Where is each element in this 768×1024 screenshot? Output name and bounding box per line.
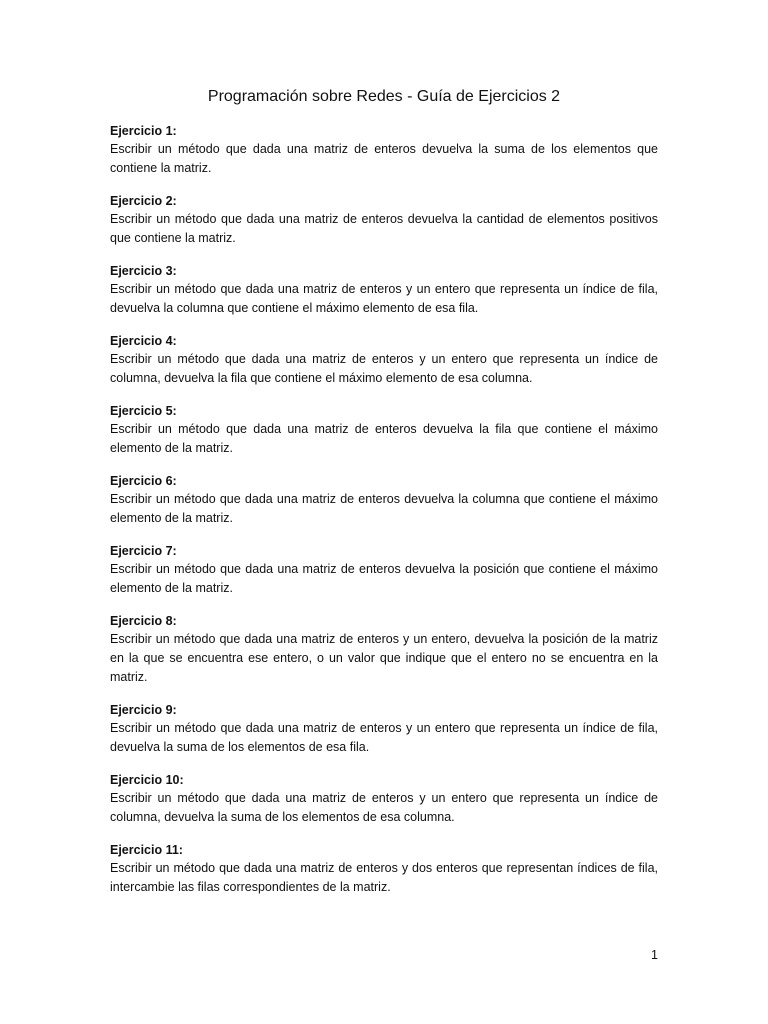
exercise-heading: Ejercicio 6: bbox=[110, 474, 177, 488]
exercise-text: Escribir un método que dada una matriz de enteros devuelva la cantidad de elementos positivos que contiene la matriz. bbox=[110, 212, 658, 245]
page-number: 1 bbox=[651, 948, 658, 962]
exercise-text: Escribir un método que dada una matriz de enteros y un entero que representa un índice de fila, devuelva la columna que contiene el máximo elemento de esa fila. bbox=[110, 282, 658, 315]
exercise-text: Escribir un método que dada una matriz de enteros devuelva la fila que contiene el máximo elemento de la matriz. bbox=[110, 422, 658, 455]
exercise-heading: Ejercicio 9: bbox=[110, 703, 177, 717]
exercise-heading: Ejercicio 7: bbox=[110, 544, 177, 558]
exercise-heading: Ejercicio 11: bbox=[110, 843, 183, 857]
exercise-item bbox=[110, 771, 658, 827]
exercise-heading: Ejercicio 8: bbox=[110, 614, 177, 628]
exercise-heading: Ejercicio 5: bbox=[110, 404, 177, 418]
exercise-heading: Ejercicio 2: bbox=[110, 194, 177, 208]
exercise-text: Escribir un método que dada una matriz de enteros y dos enteros que representan índices de fila, intercambie las filas correspondientes de la matriz. bbox=[110, 861, 658, 894]
exercise-heading: Ejercicio 3: bbox=[110, 264, 177, 278]
exercise-heading: Ejercicio 10: bbox=[110, 773, 184, 787]
exercise-text: Escribir un método que dada una matriz de enteros y un entero, devuelva la posición de la matriz en la que se encuentra ese entero, o un valor que indique que el entero no se encuentra en la matriz. bbox=[110, 632, 658, 684]
exercise-item bbox=[110, 841, 658, 897]
exercise-item bbox=[110, 122, 658, 178]
exercise-item bbox=[110, 542, 658, 598]
exercise-item bbox=[110, 701, 658, 757]
exercise-heading: Ejercicio 1: bbox=[110, 124, 177, 138]
exercise-heading: Ejercicio 4: bbox=[110, 334, 177, 348]
exercise-text: Escribir un método que dada una matriz de enteros devuelva la suma de los elementos que contiene la matriz. bbox=[110, 142, 658, 175]
document-title: Programación sobre Redes - Guía de Ejercicios 2 bbox=[207, 88, 561, 105]
exercise-item bbox=[110, 192, 658, 248]
exercise-text: Escribir un método que dada una matriz de enteros y un entero que representa un índice de columna, devuelva la suma de los elementos de esa columna. bbox=[110, 791, 658, 824]
exercise-text: Escribir un método que dada una matriz de enteros devuelva la columna que contiene el máximo elemento de la matriz. bbox=[110, 492, 658, 525]
exercise-text: Escribir un método que dada una matriz de enteros y un entero que representa un índice de columna, devuelva la fila que contiene el máximo elemento de esa columna. bbox=[110, 352, 658, 385]
exercise-item bbox=[110, 262, 658, 318]
exercise-item bbox=[110, 612, 658, 687]
exercise-text: Escribir un método que dada una matriz de enteros devuelva la posición que contiene el máximo elemento de la matriz. bbox=[110, 562, 658, 595]
exercise-item bbox=[110, 402, 658, 458]
exercise-item bbox=[110, 332, 658, 388]
exercise-list bbox=[110, 122, 658, 911]
exercise-text: Escribir un método que dada una matriz de enteros y un entero que representa un índice de fila, devuelva la suma de los elementos de esa fila. bbox=[110, 721, 658, 754]
exercise-item bbox=[110, 472, 658, 528]
